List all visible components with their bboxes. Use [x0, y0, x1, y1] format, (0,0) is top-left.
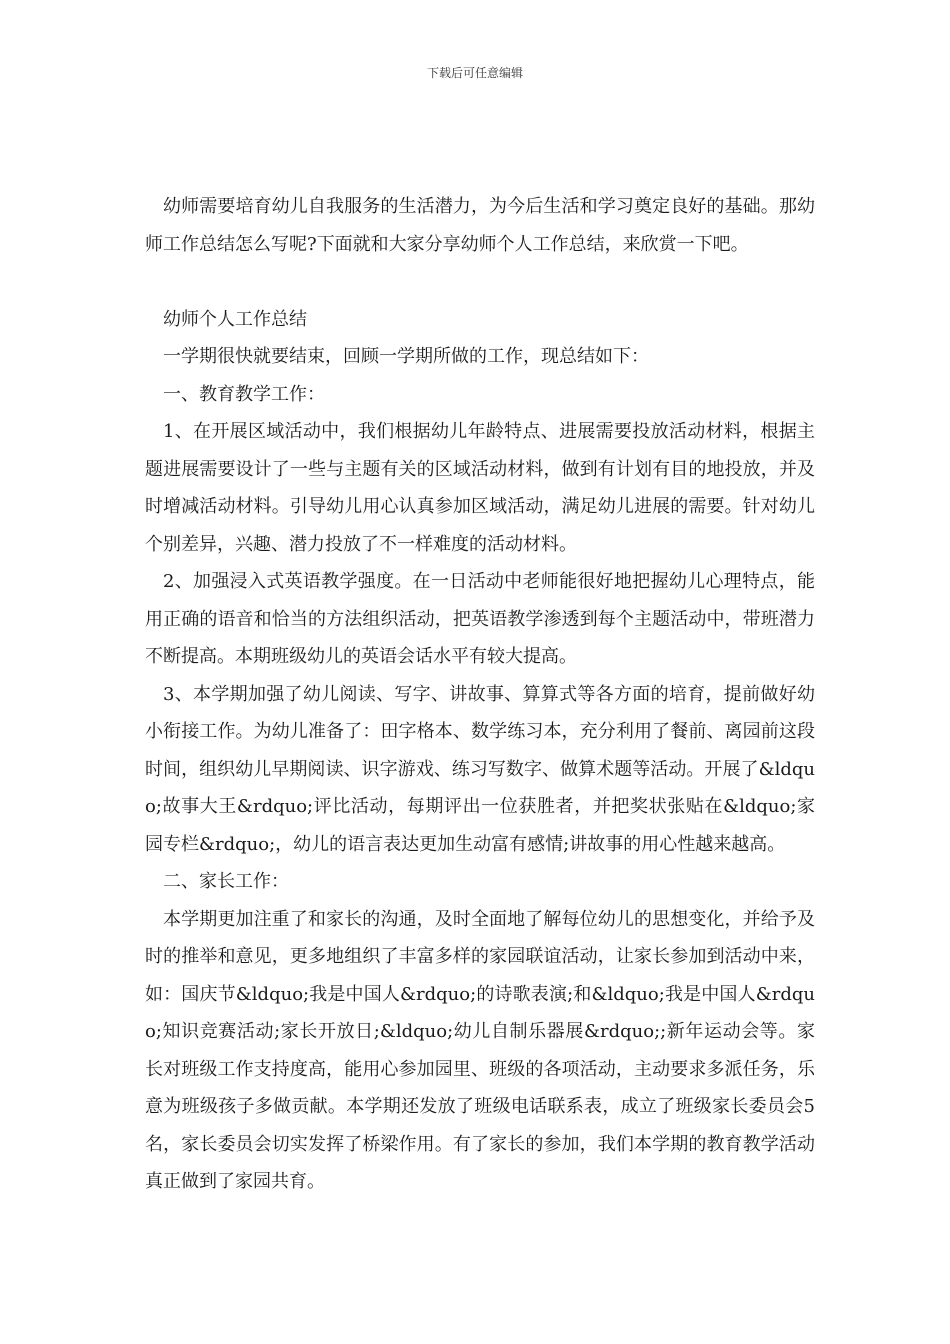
paragraph-parents: 本学期更加注重了和家长的沟通，及时全面地了解每位幼儿的思想变化，并给予及时的推举和意见，更多地组织了丰富多样的家园联谊活动，让家长参加到活动中来，如：国庆节&ldquo;我是中国人&rdquo;的诗歌表演;和&ldquo;我是中国人&rdquo;知识竞赛活动;家长开放日;&ldquo;幼儿自制乐器展&rdquo;;新年运动会等。家长对班级工作支持度高，能用心参加园里、班级的各项活动，主动要求多派任务，乐意为班级孩子多做贡献。本学期还发放了班级电话联系表，成立了班级家长委员会5名，家长委员会切实发挥了桥梁作用。有了家长的参加，我们本学期的教育教学活动真正做到了家园共育。 — [145, 908, 815, 1192]
paragraph-summary-intro: 一学期很快就要结束，回顾一学期所做的工作，现总结如下： — [163, 346, 649, 367]
section-heading-teaching: 一、教育教学工作： — [163, 383, 325, 405]
paragraph-gap — [145, 263, 815, 301]
intro-paragraph: 幼师需要培育幼儿自我服务的生活潜力，为今后生活和学习奠定良好的基础。那幼师工作总结怎么写呢?下面就和大家分享幼师个人工作总结，来欣赏一下吧。 — [145, 196, 815, 255]
document-body — [145, 188, 815, 1201]
document-title: 幼师个人工作总结 — [163, 308, 307, 330]
page-header: 下载后可任意编辑 — [426, 66, 523, 80]
section-heading-parents: 二、家长工作： — [163, 871, 289, 892]
paragraph-item-3: 3、本学期加强了幼儿阅读、写字、讲故事、算算式等各方面的培育，提前做好幼小衔接工作。为幼儿准备了：田字格本、数学练习本，充分利用了餐前、离园前这段时间，组织幼儿早期阅读、识字游戏、练习写数字、做算术题等活动。开展了&ldquo;故事大王&rdquo;评比活动，每期评出一位获胜者，并把奖状张贴在&ldquo;家园专栏&rdquo;，幼儿的语言表达更加生动富有感情;讲故事的用心性越来越高。 — [145, 683, 815, 855]
paragraph-item-2: 2、加强浸入式英语教学强度。在一日活动中老师能很好地把握幼儿心理特点，能用正确的语音和恰当的方法组织活动，把英语教学渗透到每个主题活动中，带班潜力不断提高。本期班级幼儿的英语会话水平有较大提高。 — [145, 571, 815, 667]
paragraph-item-1: 1、在开展区域活动中，我们根据幼儿年龄特点、进展需要投放活动材料，根据主题进展需要设计了一些与主题有关的区域活动材料，做到有计划有目的地投放，并及时增减活动材料。引导幼儿用心认真参加区域活动，满足幼儿进展的需要。针对幼儿个别差异，兴趣、潜力投放了不一样难度的活动材料。 — [145, 421, 815, 555]
